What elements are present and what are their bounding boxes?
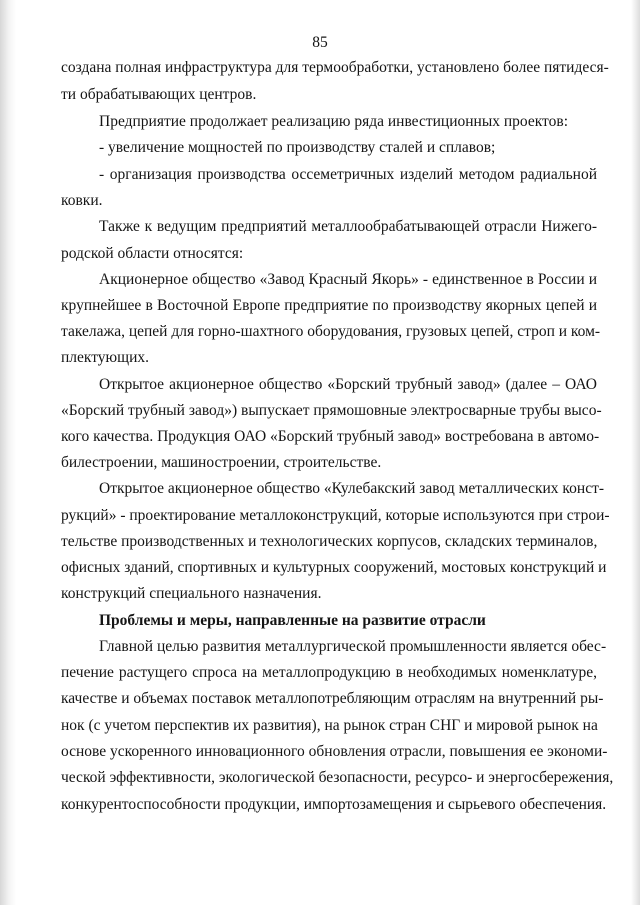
- text-line: «Борский трубный завод») выпускает прямошовные электросварные трубы высо-: [61, 402, 602, 419]
- text-line: такелажа, цепей для горно-шахтного оборудования, грузовых цепей, строп и ком-: [61, 323, 601, 340]
- text-line: ковки.: [61, 192, 103, 209]
- text-line: качестве и объемах поставок металлопотребляющим отраслям на внутренний ры-: [61, 690, 604, 707]
- text-line: крупнейшее в Восточной Европе предприятие по производству якорных цепей и: [61, 297, 597, 314]
- text-line: создана полная инфраструктура для термообработки, установлено более пятидеся-: [61, 59, 609, 76]
- list-item: - организация производства оссеметричных изделий методом радиальной: [99, 166, 597, 183]
- text-line: Акционерное общество «Завод Красный Якорь» - единственное в России и: [99, 271, 597, 288]
- text-line: ти обрабатывающих центров.: [61, 86, 257, 103]
- text-line: Также к ведущим предприятий металлообрабатывающей отрасли Нижего-: [99, 218, 597, 235]
- section-heading: Проблемы и меры, направленные на развитие отрасли: [99, 612, 486, 629]
- page-number: 85: [312, 34, 328, 51]
- text-line: рукций» - проектирование металлоконструкций, которые используются при строи-: [61, 507, 610, 524]
- text-line: конкурентоспособности продукции, импортозамещения и сырьевого обеспечения.: [61, 796, 607, 813]
- text-line: Предприятие продолжает реализацию ряда инвестиционных проектов:: [99, 113, 568, 130]
- text-line: печение растущего спроса на металлопродукцию в необходимых номенклатуре,: [61, 664, 597, 681]
- text-line: Открытое акционерное общество «Кулебакский завод металлических конст-: [99, 480, 605, 497]
- text-line: тельстве производственных и технологических корпусов, складских терминалов,: [61, 533, 598, 550]
- text-line: Главной целью развития металлургической промышленности является обес-: [99, 638, 607, 655]
- scan-right-edge-shadow: [631, 0, 640, 905]
- scan-left-edge-shadow: [0, 0, 16, 905]
- text-line: родской области относятся:: [61, 245, 244, 262]
- text-line: плектующих.: [61, 349, 149, 366]
- list-item: - увеличение мощностей по производству сталей и сплавов;: [99, 139, 496, 156]
- text-line: офисных зданий, спортивных и культурных сооружений, мостовых конструкций и: [61, 559, 607, 576]
- text-line: нок (с учетом перспектив их развития), на рынок стран СНГ и мировой рынок на: [61, 717, 598, 734]
- text-line: ческой эффективности, экологической безопасности, ресурсо- и энергосбережения,: [61, 769, 614, 786]
- text-line: кого качества. Продукция ОАО «Борский трубный завод» востребована в автомо-: [61, 428, 600, 445]
- text-line: конструкций специального назначения.: [61, 585, 322, 602]
- text-line: Открытое акционерное общество «Борский трубный завод» (далее – ОАО: [99, 376, 597, 393]
- text-line: основе ускоренного инновационного обновления отрасли, повышения ее экономи-: [61, 743, 608, 760]
- text-line: билестроении, машиностроении, строительстве.: [61, 454, 382, 471]
